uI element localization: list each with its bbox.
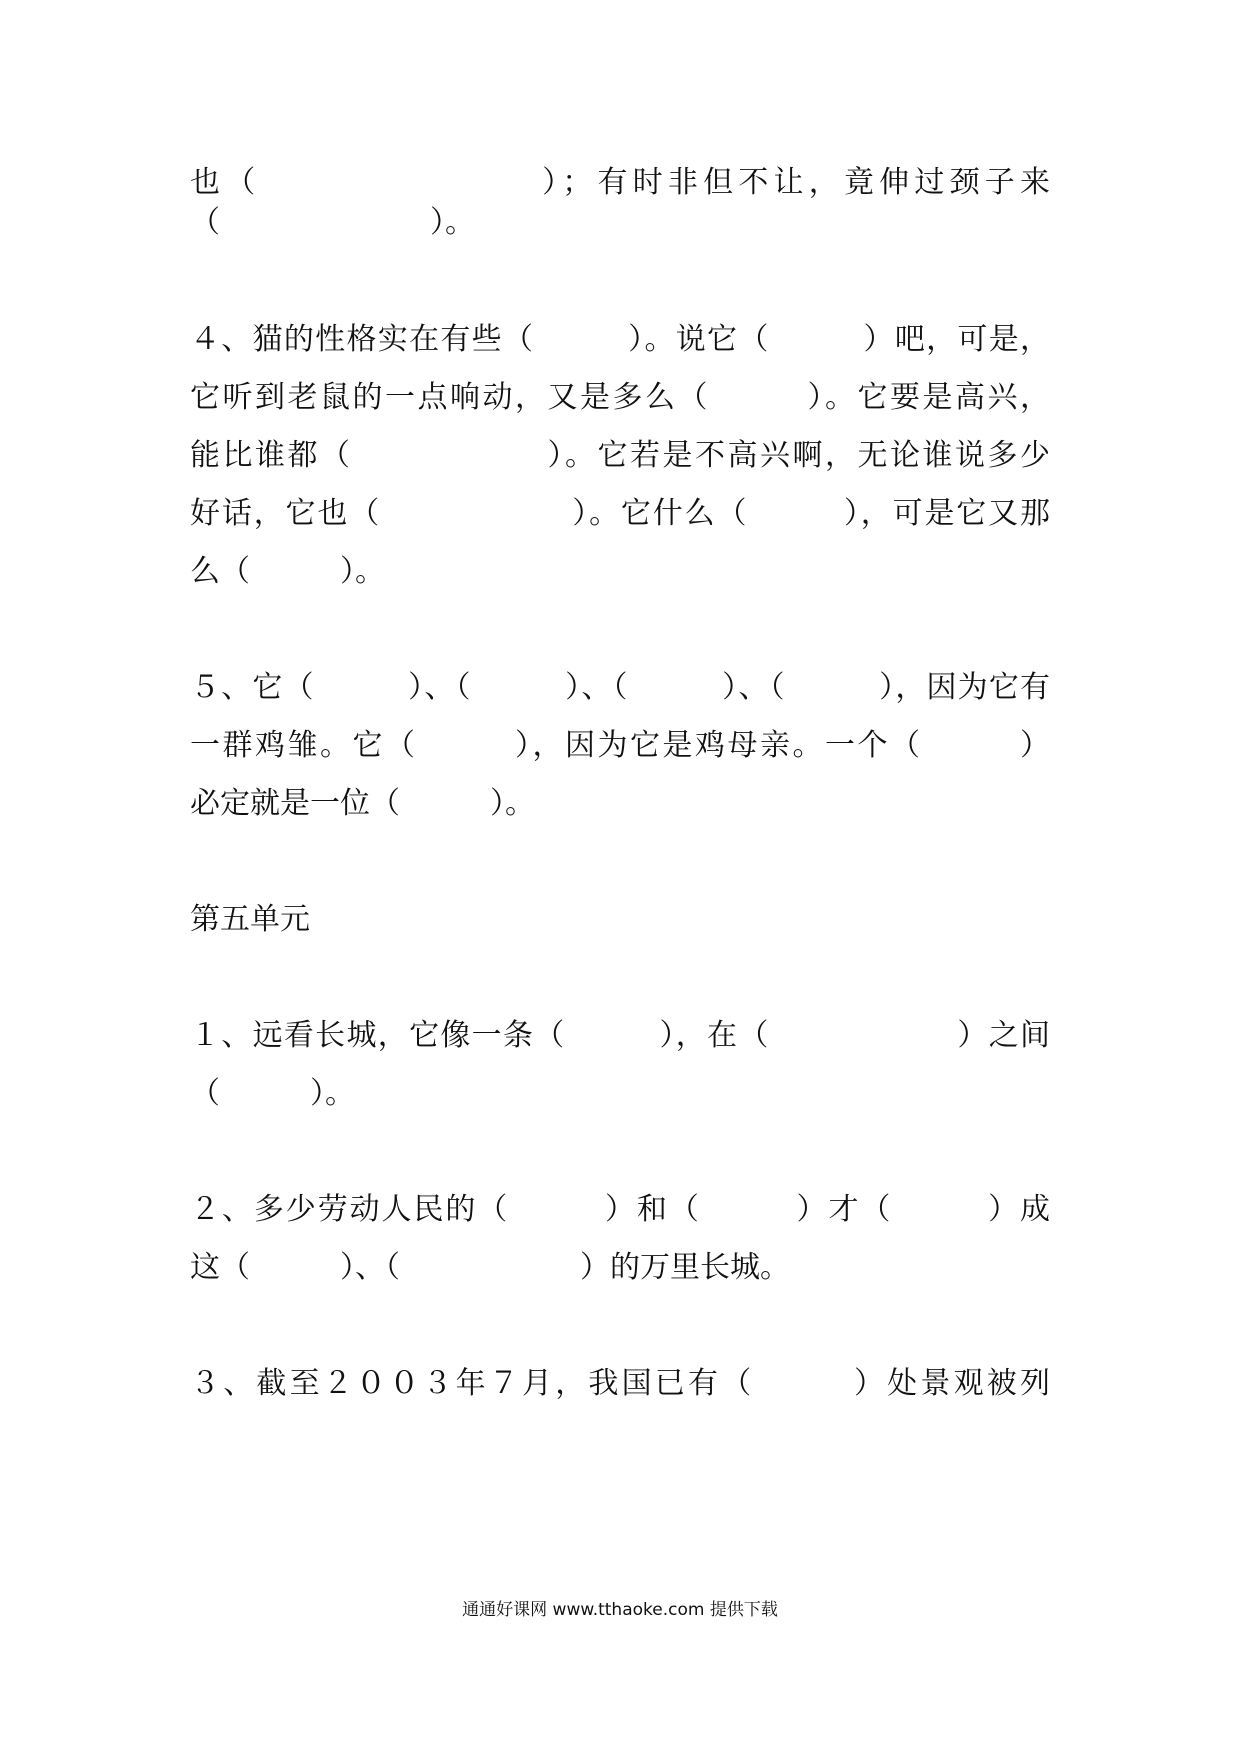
footer-credit: 通通好课网 www.tthaoke.com 提供下载 — [462, 1600, 778, 1620]
unit5-question-3-line-1: ３、截至２００３年７月，我国已有（ ）处景观被列 — [190, 1366, 1050, 1401]
question-5-line-2: 一群鸡雏。它（ ），因为它是鸡母亲。一个（ ） — [190, 728, 1050, 763]
text-line-1: 也（ ）；有时非但不让，竟伸过颈子来 — [190, 165, 1050, 200]
question-4-line-4: 好话，它也（ ）。它什么（ ），可是它又那 — [190, 496, 1050, 531]
question-4-line-3: 能比谁都（ ）。它若是不高兴啊，无论谁说多少 — [190, 438, 1050, 473]
question-5-line-1: ５、它（ ）、（ ）、（ ）、（ ），因为它有 — [190, 670, 1050, 705]
unit5-question-1-line-2: （ ）。 — [190, 1076, 355, 1111]
question-5-line-3: 必定就是一位（ ）。 — [190, 786, 535, 821]
text-line-2: （ ）。 — [190, 205, 475, 240]
question-4-line-2: 它听到老鼠的一点响动，又是多么（ ）。它要是高兴， — [190, 380, 1050, 415]
question-4-line-5: 么（ ）。 — [190, 554, 385, 589]
section-heading: 第五单元 — [190, 902, 310, 937]
unit5-question-2-line-2: 这（ ）、（ ）的万里长城。 — [190, 1250, 790, 1285]
unit5-question-2-line-1: ２、多少劳动人民的（ ）和（ ）才（ ）成 — [190, 1192, 1050, 1227]
question-4-line-1: ４、猫的性格实在有些（ ）。说它（ ）吧，可是， — [190, 322, 1050, 357]
unit5-question-1-line-1: １、远看长城，它像一条（ ），在（ ）之间 — [190, 1018, 1050, 1053]
